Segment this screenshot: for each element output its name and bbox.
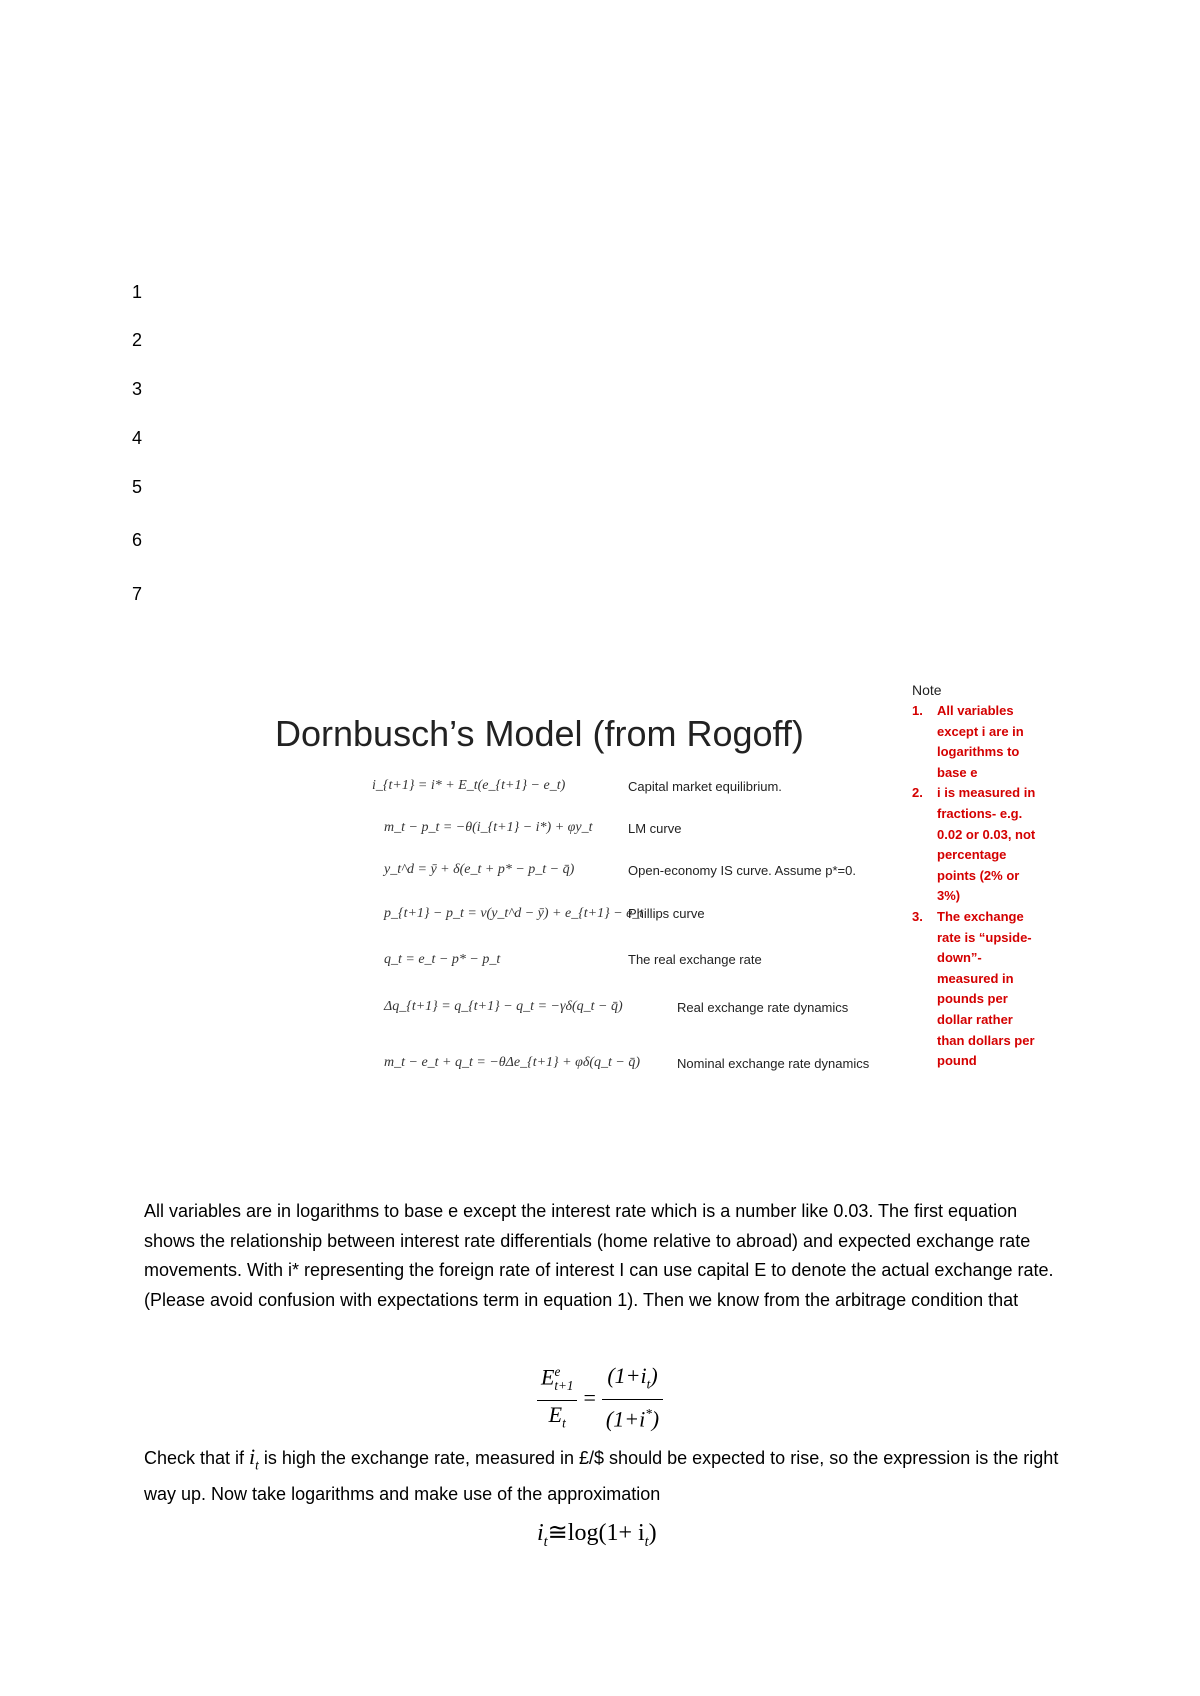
equation-3: y_t^d = ȳ + δ(e_t + p* − p_t − q̄) (384, 862, 575, 877)
line-number: 2 (132, 330, 143, 350)
equation-1: i_{t+1} = i* + E_t(e_{t+1} − e_t) (372, 778, 566, 793)
equation-6-label: Real exchange rate dynamics (677, 1000, 849, 1015)
paragraph-text: is high the exchange rate, measured in £/$ should be expected to rise, so the expression is the right way up. Now take logarithms and make use of the approximation (144, 1448, 1059, 1504)
inline-variable: $i_t$ (249, 1444, 259, 1473)
note-text: i is measured in fractions- e.g. 0.02 or 0.03, not percentage points (2% or 3%) (937, 785, 1036, 904)
note-heading: Note (912, 682, 942, 698)
equation-6: Δq_{t+1} = q_{t+1} − q_t = −γδ(q_t − q̄) (384, 999, 623, 1014)
equation-4-label: Phillips curve (628, 906, 705, 921)
equation-5-label: The real exchange rate (628, 952, 762, 967)
fraction-right: $\frac{(1+i_t)}{(1+i^*)}$ (602, 1362, 663, 1433)
approximation-formula: $i_t≅\log(1+ i_t)$ (537, 1520, 657, 1550)
equation-3-label: Open-economy IS curve. Assume p*=0. (628, 863, 856, 878)
note-list (912, 701, 1037, 1072)
note-text: The exchange rate is “upside-down”- measured in pounds per dollar rather than dollars per pound (937, 908, 1035, 1069)
slide-title: Dornbusch’s Model (from Rogoff) (275, 713, 804, 754)
body-paragraph (144, 1442, 1064, 1509)
equation-7: m_t − e_t + q_t = −θΔe_{t+1} + φδ(q_t − q̄) (384, 1055, 640, 1070)
note-item (912, 783, 1037, 907)
note-number: 2. (912, 785, 923, 801)
equation-1-label: Capital market equilibrium. (628, 779, 782, 794)
equation-5: q_t = e_t − p* − p_t (384, 952, 501, 967)
paragraph-text: Check that if (144, 1448, 250, 1468)
line-number: 3 (132, 379, 143, 399)
line-number: 6 (132, 530, 143, 550)
equation-2: m_t − p_t = −θ(i_{t+1} − i*) + φy_t (384, 820, 593, 835)
note-text: All variables except i are in logarithms to base e (937, 703, 1024, 780)
line-number: 5 (132, 477, 143, 497)
equation-7-label: Nominal exchange rate dynamics (677, 1056, 870, 1071)
note-item (912, 701, 1037, 783)
arbitrage-formula: $\frac{E^e_{t+1}}{E_t}$ = $\frac{(1+i_t)}{(1+i^*)}$ (537, 1358, 663, 1437)
note-item (912, 907, 1037, 1072)
line-number: 1 (132, 282, 143, 302)
line-number: 7 (132, 584, 143, 604)
body-paragraph: All variables are in logarithms to base e except the interest rate which is a number like 0.03. The first equation shows the relationship between interest rate differentials (home relative to abroad) and expected exchange rate movements. With i* representing the foreign rate of interest I can use capital E to denote the actual exchange rate. (Please avoid confusion with expectations term in equation 1). Then we know from the arbitrage condition that (144, 1201, 1054, 1310)
note-number: 3. (912, 908, 923, 924)
note-number: 1. (912, 703, 923, 718)
equation-4: p_{t+1} − p_t = ν(y_t^d − ȳ) + e_{t+1} − e_t (384, 906, 644, 921)
fraction-left: $\frac{E^e_{t+1}}{E_t}$ (537, 1358, 577, 1437)
equation-2-label: LM curve (628, 821, 682, 836)
line-number: 4 (132, 428, 143, 448)
